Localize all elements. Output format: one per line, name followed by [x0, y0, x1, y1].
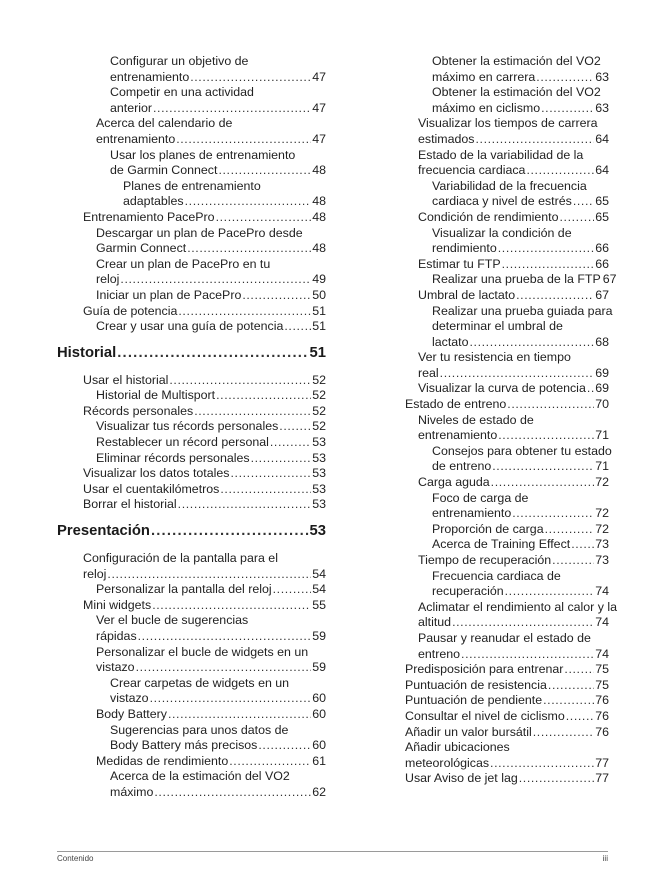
- toc-entry[interactable]: [57, 582, 326, 598]
- toc-entry-text: Pausar y reanudar el estado de: [418, 630, 591, 645]
- toc-entry-text: Usar el historial: [83, 372, 169, 387]
- toc-entry-text: Tiempo de recuperación: [418, 553, 552, 567]
- toc-page-number: 48: [312, 241, 326, 256]
- toc-entry[interactable]: [57, 304, 326, 320]
- dot-leader: [194, 404, 311, 420]
- toc-page-number: 59: [312, 629, 326, 643]
- toc-page-number: 59: [312, 660, 326, 675]
- toc-entry-text: Puntuación de resistencia: [405, 677, 547, 692]
- toc-entry-text: Récords personales: [83, 403, 194, 418]
- dot-leader: [151, 521, 309, 541]
- toc-entry[interactable]: [57, 435, 326, 451]
- toc-page-number: 60: [312, 738, 326, 753]
- toc-entry[interactable]: [57, 645, 326, 676]
- dot-leader: [258, 738, 311, 754]
- dot-leader: [216, 210, 312, 226]
- toc-page-number: 68: [595, 334, 609, 349]
- toc-entry[interactable]: [57, 497, 326, 513]
- dot-leader: [136, 660, 312, 676]
- dot-leader: [242, 288, 311, 304]
- toc-entry-text: Crear y usar una guía de potencia: [96, 319, 284, 334]
- toc-page-number: 73: [595, 537, 609, 552]
- dot-leader: [505, 584, 595, 600]
- toc-entry[interactable]: [57, 116, 326, 147]
- toc-page-number: 51: [309, 344, 326, 361]
- dot-leader: [475, 132, 594, 148]
- toc-entry-text: real: [418, 365, 439, 380]
- toc-entry[interactable]: [57, 404, 326, 420]
- toc-entry-text: de entreno: [432, 459, 492, 474]
- toc-page-number: 53: [312, 466, 326, 481]
- toc-entry[interactable]: [379, 85, 609, 116]
- toc-entry-text: entrenamiento: [96, 131, 176, 146]
- dot-leader: [587, 381, 594, 397]
- dot-leader: [107, 567, 311, 583]
- toc-entry-text: Foco de carga de: [432, 490, 529, 505]
- toc-page-number: 65: [595, 194, 609, 209]
- toc-entry-text: rápidas: [96, 629, 137, 643]
- toc-page-number: 74: [595, 615, 609, 630]
- dot-leader: [187, 241, 311, 257]
- dot-leader: [512, 506, 594, 522]
- toc-entry-text: Body Battery más precisos: [110, 738, 258, 753]
- toc-page-number: 70: [595, 397, 609, 412]
- toc-entry-text: Carga aguda: [418, 475, 490, 490]
- toc-entry[interactable]: [57, 179, 326, 210]
- toc-page-number: 60: [312, 691, 326, 706]
- footer-page-number: iii: [602, 854, 608, 863]
- toc-entry-text: recuperación: [432, 584, 504, 599]
- toc-entry[interactable]: [379, 475, 609, 491]
- toc-entry-text: vistazo: [110, 691, 149, 706]
- toc-entry-text: entrenamiento: [432, 506, 512, 521]
- toc-page-number: 60: [312, 706, 326, 721]
- dot-leader: [573, 194, 594, 210]
- toc-page-number: 72: [595, 506, 609, 521]
- toc-entry[interactable]: [379, 397, 609, 413]
- dot-leader: [153, 101, 311, 117]
- dot-leader: [154, 785, 311, 801]
- toc-entry-text: Guía de potencia: [83, 303, 178, 318]
- toc-entry[interactable]: [57, 148, 326, 179]
- toc-entry-text: Predisposición para entrenar: [405, 662, 564, 677]
- toc-entry[interactable]: [379, 771, 609, 787]
- toc-page-number: 71: [595, 428, 609, 443]
- toc-page-number: 48: [312, 194, 326, 209]
- toc-entry-text: de Garmin Connect: [110, 163, 218, 178]
- toc-entry-text: Umbral de lactato: [418, 287, 516, 302]
- toc-entry-text: Restablecer un récord personal: [96, 435, 269, 450]
- dot-leader: [566, 709, 594, 725]
- toc-entry[interactable]: [57, 707, 326, 723]
- dot-leader: [120, 272, 311, 288]
- toc-entry-text: entreno: [418, 646, 461, 661]
- toc-page-number: 66: [595, 241, 609, 256]
- toc-entry[interactable]: [379, 709, 609, 725]
- toc-page-number: 76: [595, 693, 609, 708]
- toc-entry[interactable]: [379, 226, 609, 257]
- toc-page-number: 51: [312, 319, 326, 334]
- dot-leader: [516, 288, 594, 304]
- dot-leader: [545, 522, 595, 538]
- toc-entry-text: estimados: [418, 131, 475, 146]
- toc-entry[interactable]: [379, 350, 609, 381]
- toc-entry-text: cardiaca y nivel de estrés: [432, 194, 572, 209]
- toc-entry-text: Estado de la variabilidad de la: [418, 147, 584, 162]
- toc-entry-text: entrenamiento: [110, 69, 190, 84]
- toc-entry-text: Descargar un plan de PacePro desde: [96, 225, 303, 240]
- toc-page-number: 72: [595, 521, 609, 536]
- toc-entry-text: Variabilidad de la frecuencia: [432, 178, 587, 193]
- toc-entry[interactable]: [57, 521, 326, 541]
- dot-leader: [185, 194, 312, 210]
- toc-entry-text: Planes de entrenamiento: [123, 178, 261, 193]
- toc-entry[interactable]: [57, 769, 326, 800]
- dot-leader: [564, 662, 594, 678]
- dot-leader: [519, 771, 594, 787]
- toc-entry-text: Estimar tu FTP: [418, 256, 501, 271]
- toc-entry-text: Realizar una prueba guiada para: [432, 303, 613, 318]
- dot-leader: [176, 132, 311, 148]
- dot-leader: [117, 343, 308, 363]
- toc-entry-text: entrenamiento: [418, 428, 498, 443]
- toc-entry-text: Personalizar la pantalla del reloj: [96, 582, 272, 597]
- dot-leader: [190, 70, 311, 86]
- dot-leader: [230, 466, 311, 482]
- toc-page-number: 52: [312, 388, 326, 403]
- toc-entry-text: Presentación: [57, 523, 150, 540]
- toc-page-number: 53: [312, 497, 326, 512]
- dot-leader: [490, 756, 594, 772]
- toc-entry[interactable]: [57, 754, 326, 770]
- toc-entry-text: lactato: [432, 334, 469, 349]
- toc-entry[interactable]: [379, 116, 609, 147]
- toc-entry[interactable]: [57, 482, 326, 498]
- toc-entry-text: Visualizar la condición de: [432, 225, 572, 240]
- toc-entry-text: Historial: [57, 344, 117, 361]
- toc-entry-text: Garmin Connect: [96, 241, 187, 256]
- toc-entry[interactable]: [57, 288, 326, 304]
- toc-entry-text: Usar el cuentakilómetros: [83, 481, 220, 496]
- toc-entry-text: adaptables: [123, 194, 184, 209]
- dot-leader: [526, 163, 594, 179]
- toc-page-number: 77: [595, 771, 609, 786]
- toc-left-column: [57, 54, 326, 801]
- toc-page-number: 74: [595, 646, 609, 661]
- toc-page-number: 64: [595, 131, 609, 146]
- dot-leader: [138, 629, 312, 645]
- toc-entry-text: Niveles de estado de: [418, 412, 534, 427]
- toc-entry-text: Añadir un valor bursátil: [405, 724, 532, 739]
- toc-entry-text: determinar el umbral de: [432, 319, 563, 334]
- toc-page-number: 48: [312, 209, 326, 224]
- toc-page-number: 51: [312, 303, 326, 318]
- toc-entry-text: Historial de Multisport: [96, 388, 216, 403]
- toc-page-number: 65: [595, 209, 609, 224]
- toc-entry[interactable]: [57, 388, 326, 404]
- dot-leader: [536, 70, 594, 86]
- toc-entry-text: anterior: [110, 100, 153, 115]
- toc-entry-text: máximo en ciclismo: [432, 100, 541, 115]
- toc-entry-text: Sugerencias para unos datos de: [110, 722, 289, 737]
- dot-leader: [168, 707, 311, 723]
- toc-entry-text: Borrar el historial: [83, 497, 177, 512]
- toc-page-number: 73: [595, 553, 609, 567]
- toc-entry-text: frecuencia cardiaca: [418, 163, 526, 178]
- toc-entry-text: Eliminar récords personales: [96, 450, 250, 465]
- toc-entry[interactable]: [379, 693, 609, 709]
- toc-entry[interactable]: [379, 522, 609, 538]
- toc-page-number: 52: [312, 419, 326, 434]
- dot-leader: [178, 497, 312, 513]
- toc-entry-text: Acerca de Training Effect: [432, 537, 571, 552]
- toc-entry-text: Personalizar el bucle de widgets en un: [96, 644, 309, 659]
- toc-page-number: 50: [312, 287, 326, 302]
- toc-entry[interactable]: [57, 226, 326, 257]
- dot-leader: [543, 693, 594, 709]
- toc-page-number: 52: [312, 403, 326, 418]
- toc-entry[interactable]: [379, 443, 612, 475]
- dot-leader: [150, 691, 312, 707]
- toc-entry-text: Aclimatar el rendimiento al calor y la: [418, 599, 618, 614]
- dot-leader: [507, 397, 594, 413]
- toc-entry-text: Ver el bucle de sugerencias: [96, 613, 249, 628]
- toc-entry[interactable]: [57, 257, 326, 288]
- toc-page-number: 66: [595, 256, 609, 271]
- toc-entry[interactable]: [57, 466, 326, 482]
- dot-leader: [533, 725, 594, 741]
- toc-entry-text: máximo en carrera: [432, 69, 536, 84]
- dot-leader: [178, 304, 311, 320]
- toc-entry[interactable]: [57, 613, 326, 644]
- toc-entry[interactable]: [379, 54, 609, 85]
- toc-entry[interactable]: [379, 491, 609, 522]
- toc-entry[interactable]: [379, 303, 613, 351]
- dot-leader: [491, 475, 595, 491]
- toc-entry-text: Añadir ubicaciones: [405, 740, 510, 755]
- toc-entry-text: Visualizar los datos totales: [83, 466, 230, 481]
- dot-leader: [152, 598, 311, 614]
- toc-entry[interactable]: [379, 272, 617, 288]
- toc-entry-text: Configurar un objetivo de: [110, 54, 249, 68]
- toc-entry[interactable]: [57, 343, 326, 363]
- toc-page-number: 75: [595, 677, 609, 692]
- toc-entry[interactable]: [57, 319, 326, 335]
- dot-leader: [498, 241, 594, 257]
- toc-entry-text: Acerca de la estimación del VO2: [110, 769, 290, 784]
- toc-page-number: 69: [595, 381, 609, 396]
- toc-entry-text: Usar los planes de entrenamiento: [110, 147, 296, 162]
- dot-leader: [220, 482, 311, 498]
- toc-page-number: 63: [595, 100, 609, 115]
- toc-entry-text: Visualizar tus récords personales: [96, 419, 279, 434]
- toc-page-number: 48: [312, 163, 326, 178]
- toc-entry[interactable]: [379, 599, 618, 631]
- toc-entry-text: Acerca del calendario de: [96, 116, 233, 131]
- toc-page-number: 53: [309, 523, 326, 540]
- toc-page-number: 74: [595, 584, 609, 599]
- dot-leader: [560, 210, 595, 226]
- toc-entry-text: Frecuencia cardiaca de: [432, 568, 561, 583]
- toc-right-column: [379, 54, 618, 787]
- toc-page-number: 53: [312, 450, 326, 465]
- toc-entry[interactable]: [57, 723, 326, 754]
- toc-entry[interactable]: [379, 537, 609, 553]
- toc-page-number: 55: [312, 597, 326, 612]
- dot-leader: [552, 553, 594, 569]
- toc-entry-text: reloj: [96, 272, 120, 287]
- toc-entry[interactable]: [379, 288, 609, 304]
- toc-entry-text: Configuración de la pantalla para el: [83, 551, 278, 566]
- dot-leader: [440, 366, 595, 382]
- toc-entry[interactable]: [57, 451, 326, 467]
- dot-leader: [502, 257, 595, 273]
- toc-entry-text: Consultar el nivel de ciclismo: [405, 708, 565, 723]
- toc-entry[interactable]: [57, 551, 326, 582]
- toc-entry[interactable]: [57, 676, 326, 707]
- dot-leader: [492, 459, 594, 475]
- toc-page-number: 64: [595, 163, 609, 178]
- toc-page-number: 53: [312, 435, 326, 450]
- toc-entry[interactable]: [57, 210, 326, 226]
- toc-entry-text: Iniciar un plan de PacePro: [96, 287, 242, 302]
- toc-page-number: 72: [595, 475, 609, 490]
- dot-leader: [452, 615, 594, 631]
- toc-entry-text: Visualizar la curva de potencia: [418, 381, 586, 396]
- toc-entry[interactable]: [379, 413, 609, 444]
- dot-leader: [470, 335, 595, 351]
- toc-entry-text: Visualizar los tiempos de carrera: [418, 116, 598, 131]
- toc-entry-text: Obtener la estimación del VO2: [432, 54, 601, 68]
- toc-entry[interactable]: [57, 54, 326, 85]
- toc-entry-text: Entrenamiento PacePro: [83, 209, 215, 224]
- toc-entry[interactable]: [379, 740, 609, 771]
- toc-entry-text: Competir en una actividad: [110, 85, 254, 100]
- toc-entry[interactable]: [379, 631, 609, 662]
- toc-entry-text: Realizar una prueba de la FTP: [432, 272, 601, 287]
- toc-entry-text: Usar Aviso de jet lag: [405, 771, 518, 786]
- toc-entry-text: Obtener la estimación del VO2: [432, 85, 601, 100]
- toc-entry[interactable]: [379, 553, 609, 569]
- toc-entry-text: Puntuación de pendiente: [405, 693, 543, 708]
- toc-entry-text: Crear carpetas de widgets en un: [110, 675, 290, 690]
- toc-page-number: 47: [312, 131, 326, 146]
- toc-page-number: 62: [312, 784, 326, 799]
- dot-leader: [218, 163, 311, 179]
- toc-entry-text: meteorológicas: [405, 755, 490, 770]
- toc-entry[interactable]: [379, 662, 609, 678]
- toc-entry-text: Mini widgets: [83, 597, 152, 612]
- toc-entry[interactable]: [57, 419, 326, 435]
- toc-page-number: 47: [312, 69, 326, 84]
- toc-page-number: 54: [312, 582, 326, 597]
- dot-leader: [541, 101, 594, 117]
- toc-entry-text: Condición de rendimiento: [418, 209, 559, 224]
- toc-page-number: 67: [602, 272, 617, 287]
- toc-page-number: 52: [312, 372, 326, 387]
- toc-entry-text: Crear un plan de PacePro en tu: [96, 256, 271, 271]
- toc-entry[interactable]: [379, 257, 609, 273]
- toc-entry-text: Medidas de rendimiento: [96, 753, 229, 768]
- dot-leader: [229, 754, 311, 770]
- toc-page-number: 53: [312, 481, 326, 496]
- dot-leader: [216, 388, 311, 404]
- toc-page-number: 77: [595, 755, 609, 770]
- toc-entry[interactable]: [379, 210, 609, 226]
- dot-leader: [273, 582, 312, 598]
- toc-entry[interactable]: [379, 678, 609, 694]
- dot-leader: [270, 435, 311, 451]
- dot-leader: [498, 428, 594, 444]
- dot-leader: [284, 319, 311, 335]
- toc-page-number: 61: [312, 753, 326, 768]
- toc-entry-text: vistazo: [96, 660, 135, 675]
- toc-entry[interactable]: [57, 85, 326, 116]
- dot-leader: [251, 451, 312, 467]
- toc-entry-text: Consejos para obtener tu estado: [432, 443, 612, 458]
- toc-entry-text: rendimiento: [432, 241, 497, 256]
- toc-page-number: 47: [312, 100, 326, 115]
- toc-entry[interactable]: [379, 148, 609, 179]
- toc-entry[interactable]: [379, 725, 609, 741]
- dot-leader: [571, 537, 594, 553]
- toc-entry[interactable]: [57, 598, 326, 614]
- toc-entry[interactable]: [379, 569, 609, 600]
- toc-page-number: 76: [595, 724, 609, 739]
- dot-leader: [279, 419, 311, 435]
- footer-section-label: Contenido: [57, 854, 94, 863]
- toc-page-number: 49: [312, 272, 326, 287]
- toc-page-number: 67: [595, 287, 609, 302]
- toc-page-number: 71: [595, 459, 609, 474]
- toc-entry[interactable]: [57, 373, 326, 389]
- toc-page-number: 75: [595, 662, 609, 677]
- dot-leader: [548, 678, 594, 694]
- toc-page-number: 63: [595, 69, 609, 84]
- toc-entry-text: Estado de entreno: [405, 397, 507, 412]
- dot-leader: [169, 373, 311, 389]
- toc-entry-text: máximo: [110, 784, 154, 799]
- toc-entry-text: Body Battery: [96, 706, 167, 721]
- toc-entry-text: reloj: [83, 566, 107, 581]
- toc-page-number: 76: [595, 708, 609, 723]
- toc-entry-text: Ver tu resistencia en tiempo: [418, 350, 571, 365]
- page-footer: [57, 851, 608, 863]
- toc-entry[interactable]: [379, 381, 609, 397]
- toc-page-number: 54: [312, 566, 326, 581]
- toc-entry-text: altitud: [418, 615, 452, 630]
- toc-entry-text: Proporción de carga: [432, 521, 544, 536]
- toc-entry[interactable]: [379, 179, 609, 210]
- dot-leader: [461, 647, 594, 663]
- toc-page-number: 69: [595, 365, 609, 380]
